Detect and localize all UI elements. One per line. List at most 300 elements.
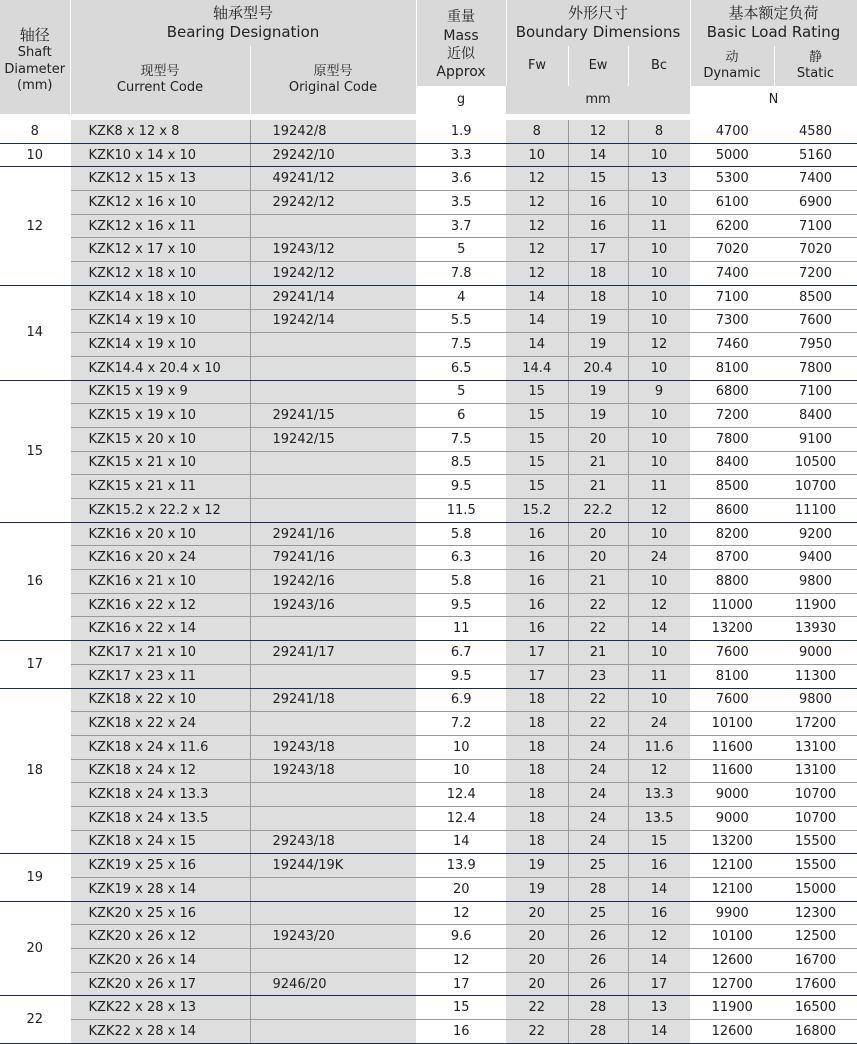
dynamic-load-cell: 8200 [690,522,774,546]
table-row [0,783,857,807]
fw-cell: 15 [506,475,568,499]
designation-header [70,0,416,46]
original-code-cell [250,996,416,1020]
dynamic-load-cell: 8100 [690,664,774,688]
ew-cell: 18 [568,262,628,286]
table-row [0,285,857,309]
mass-cell: 9.5 [416,475,506,499]
bc-cell: 16 [628,854,690,878]
dynamic-load-cell: 13200 [690,830,774,854]
mass-cell: 11.5 [416,499,506,523]
current-code-cell: KZK14 x 19 x 10 [70,333,250,357]
fw-cell: 16 [506,570,568,594]
static-load-cell: 12300 [774,901,857,925]
dynamic-load-cell: 12700 [690,972,774,996]
dynamic-load-cell: 5300 [690,167,774,191]
bc-cell: 10 [628,404,690,428]
ew-cell: 26 [568,949,628,973]
bc-cell: 10 [628,641,690,665]
dynamic-load-cell: 6800 [690,380,774,404]
static-load-cell: 11300 [774,664,857,688]
ew-cell: 21 [568,451,628,475]
shaft-diameter-cell: 16 [0,522,70,640]
bc-cell: 10 [628,238,690,262]
mass-cell: 9.5 [416,664,506,688]
shaft-header-en2: Diameter [4,61,66,77]
mass-cell: 3.6 [416,167,506,191]
fw-cell: 12 [506,238,568,262]
current-code-en: Current Code [116,80,204,95]
mass-cell: 13.9 [416,854,506,878]
dynamic-load-cell: 7300 [690,309,774,333]
dynamic-header [690,46,774,86]
dimensions-header-en: Boundary Dimensions [515,23,681,41]
current-code-header [70,46,250,114]
ew-cell: 12 [568,120,628,143]
shaft-diameter-cell: 15 [0,380,70,522]
table-row [0,167,857,191]
ew-cell: 20 [568,546,628,570]
mass-cell: 7.8 [416,262,506,286]
original-code-cell [250,901,416,925]
ew-cell: 24 [568,735,628,759]
fw-cell: 19 [506,878,568,902]
current-code-cell: KZK16 x 22 x 12 [70,593,250,617]
bc-cell: 11 [628,664,690,688]
table-row [0,878,857,902]
original-code-en: Original Code [288,80,378,95]
bc-cell: 10 [628,309,690,333]
static-load-cell: 9100 [774,427,857,451]
original-code-header [250,46,416,114]
fw-cell: 19 [506,854,568,878]
mass-cell: 6 [416,404,506,428]
fw-cell: 22 [506,1020,568,1044]
table-row [0,901,857,925]
mass-cell: 3.5 [416,191,506,215]
mass-cell: 3.3 [416,143,506,167]
ew-cell: 17 [568,238,628,262]
original-code-cell [250,617,416,641]
original-code-cell [250,380,416,404]
table-header [0,0,857,120]
dynamic-load-cell: 12100 [690,878,774,902]
static-load-cell: 11100 [774,499,857,523]
fw-cell: 18 [506,830,568,854]
table-row [0,806,857,830]
original-code-cell: 19242/8 [250,120,416,143]
ew-cell: 24 [568,783,628,807]
shaft-header-unit: (mm) [17,77,53,93]
static-load-cell: 10700 [774,806,857,830]
bc-cell: 8 [628,120,690,143]
fw-cell: 17 [506,641,568,665]
dynamic-load-cell: 7460 [690,333,774,357]
table-row [0,593,857,617]
table-row [0,404,857,428]
load-rating-header [690,0,857,46]
mass-cell: 17 [416,972,506,996]
table-row [0,120,857,143]
mass-cell: 12 [416,949,506,973]
table-row [0,214,857,238]
ew-cell: 26 [568,972,628,996]
ew-cell: 23 [568,664,628,688]
static-load-cell: 12500 [774,925,857,949]
shaft-diameter-header [0,0,70,114]
dynamic-load-cell: 7400 [690,262,774,286]
current-code-cell: KZK18 x 24 x 13.5 [70,806,250,830]
bc-cell: 10 [628,688,690,712]
table-row [0,688,857,712]
original-code-cell [250,451,416,475]
original-code-cell: 19242/16 [250,570,416,594]
dynamic-load-cell: 8100 [690,356,774,380]
bc-cell: 10 [628,427,690,451]
ew-cell: 24 [568,759,628,783]
shaft-diameter-cell: 12 [0,167,70,285]
table-row [0,641,857,665]
bc-cell: 12 [628,333,690,357]
ew-cell: 22 [568,617,628,641]
fw-cell: 15 [506,427,568,451]
bc-cell: 12 [628,925,690,949]
current-code-cell: KZK12 x 15 x 13 [70,167,250,191]
mass-cell: 20 [416,878,506,902]
dynamic-load-cell: 8400 [690,451,774,475]
table-row [0,309,857,333]
bc-cell: 16 [628,901,690,925]
static-en: Static [796,66,835,81]
static-load-cell: 5160 [774,143,857,167]
ew-cell: 16 [568,214,628,238]
table-row [0,712,857,736]
mass-cell: 5.5 [416,309,506,333]
original-code-cell [250,806,416,830]
original-code-cell: 19243/20 [250,925,416,949]
dynamic-load-cell: 9000 [690,806,774,830]
mass-cell: 12 [416,901,506,925]
current-code-cell: KZK15 x 20 x 10 [70,427,250,451]
current-code-cell: KZK16 x 20 x 10 [70,522,250,546]
shaft-diameter-cell: 22 [0,996,70,1043]
static-load-cell: 10500 [774,451,857,475]
mass-cell: 7.5 [416,427,506,451]
dynamic-load-cell: 7800 [690,427,774,451]
fw-cell: 22 [506,996,568,1020]
dynamic-load-cell: 7100 [690,285,774,309]
ew-cell: 21 [568,475,628,499]
fw-cell: 8 [506,120,568,143]
fw-cell: 16 [506,522,568,546]
bc-cell: 11 [628,214,690,238]
ew-cell: 24 [568,806,628,830]
current-code-cell: KZK12 x 17 x 10 [70,238,250,262]
fw-cell: 14 [506,333,568,357]
table-row [0,664,857,688]
static-load-cell: 13100 [774,735,857,759]
original-code-cell [250,475,416,499]
static-load-cell: 8400 [774,404,857,428]
mass-cell: 16 [416,1020,506,1044]
dimensions-header [506,0,690,46]
fw-cell: 18 [506,806,568,830]
dynamic-load-cell: 8700 [690,546,774,570]
ew-cell: 28 [568,878,628,902]
table-row [0,380,857,404]
bc-cell: 13.3 [628,783,690,807]
dynamic-load-cell: 11000 [690,593,774,617]
static-load-cell: 4580 [774,120,857,143]
ew-cell: 19 [568,309,628,333]
dynamic-load-cell: 8500 [690,475,774,499]
ew-cell: 19 [568,380,628,404]
static-load-cell: 10700 [774,475,857,499]
current-code-cn: 现型号 [140,63,180,79]
shaft-diameter-cell: 8 [0,120,70,143]
static-load-cell: 9800 [774,570,857,594]
fw-cell: 10 [506,143,568,167]
original-code-cell [250,333,416,357]
ew-cell: 20 [568,427,628,451]
table-row [0,925,857,949]
static-load-cell: 9400 [774,546,857,570]
table-row [0,759,857,783]
dynamic-load-cell: 7020 [690,238,774,262]
static-load-cell: 17200 [774,712,857,736]
static-load-cell: 7100 [774,380,857,404]
static-load-cell: 7020 [774,238,857,262]
current-code-cell: KZK14 x 18 x 10 [70,285,250,309]
bc-cell: 10 [628,522,690,546]
static-load-cell: 13930 [774,617,857,641]
ew-header: Ew [568,46,628,86]
ew-cell: 14 [568,143,628,167]
static-load-cell: 16500 [774,996,857,1020]
shaft-diameter-cell: 14 [0,285,70,380]
bc-cell: 10 [628,285,690,309]
ew-cell: 22 [568,712,628,736]
mass-cell: 9.5 [416,593,506,617]
mass-cell: 10 [416,735,506,759]
bc-cell: 12 [628,759,690,783]
bc-cell: 14 [628,617,690,641]
table-row [0,356,857,380]
bc-cell: 10 [628,191,690,215]
fw-cell: 12 [506,191,568,215]
ew-cell: 20.4 [568,356,628,380]
ew-cell: 25 [568,901,628,925]
static-load-cell: 7950 [774,333,857,357]
table-row [0,996,857,1020]
bc-cell: 11.6 [628,735,690,759]
dynamic-cn: 动 [725,49,739,65]
original-code-cell: 29243/18 [250,830,416,854]
fw-cell: 14.4 [506,356,568,380]
table-row [0,972,857,996]
current-code-cell: KZK14.4 x 20.4 x 10 [70,356,250,380]
original-code-cn: 原型号 [313,63,353,79]
bc-cell: 15 [628,830,690,854]
load-header-cn: 基本额定负荷 [728,3,819,22]
mass-cell: 9.6 [416,925,506,949]
table-row [0,475,857,499]
original-code-cell [250,499,416,523]
static-load-cell: 11900 [774,593,857,617]
shaft-diameter-cell: 19 [0,854,70,901]
current-code-cell: KZK18 x 22 x 24 [70,712,250,736]
ew-cell: 21 [568,570,628,594]
dynamic-load-cell: 11900 [690,996,774,1020]
mass-cell: 6.3 [416,546,506,570]
fw-header: Fw [506,46,568,86]
shaft-header-en1: Shaft [17,45,52,61]
dynamic-load-cell: 13200 [690,617,774,641]
current-code-cell: KZK15 x 19 x 9 [70,380,250,404]
original-code-cell: 19242/15 [250,427,416,451]
dynamic-en: Dynamic [703,66,761,81]
static-load-cell: 6900 [774,191,857,215]
dynamic-load-cell: 7600 [690,641,774,665]
mass-cell: 15 [416,996,506,1020]
ew-cell: 21 [568,641,628,665]
ew-cell: 18 [568,285,628,309]
original-code-cell: 29242/10 [250,143,416,167]
original-code-cell [250,1020,416,1044]
fw-cell: 14 [506,285,568,309]
fw-cell: 15 [506,404,568,428]
current-code-cell: KZK12 x 16 x 10 [70,191,250,215]
fw-cell: 18 [506,759,568,783]
current-code-cell: KZK10 x 14 x 10 [70,143,250,167]
current-code-cell: KZK17 x 21 x 10 [70,641,250,665]
fw-cell: 12 [506,262,568,286]
bc-cell: 12 [628,499,690,523]
dimensions-header-cn: 外形尺寸 [567,3,628,22]
mass-cell: 12.4 [416,806,506,830]
dynamic-load-cell: 12600 [690,949,774,973]
mass-cell: 5.8 [416,570,506,594]
static-load-cell: 7800 [774,356,857,380]
fw-cell: 17 [506,664,568,688]
current-code-cell: KZK19 x 28 x 14 [70,878,250,902]
bc-header: Bc [628,46,690,86]
fw-cell: 16 [506,593,568,617]
static-load-cell: 16700 [774,949,857,973]
static-load-cell: 17600 [774,972,857,996]
original-code-cell: 29241/16 [250,522,416,546]
table-row [0,570,857,594]
ew-cell: 22 [568,593,628,617]
bc-cell: 13 [628,996,690,1020]
mass-header-en1: Mass [443,27,479,44]
ew-cell: 22 [568,688,628,712]
original-code-cell [250,949,416,973]
table-row [0,238,857,262]
load-header-en: Basic Load Rating [706,23,841,41]
static-load-cell: 8500 [774,285,857,309]
mass-cell: 6.7 [416,641,506,665]
bc-cell: 10 [628,356,690,380]
designation-header-cn: 轴承型号 [212,3,273,22]
original-code-cell: 79241/16 [250,546,416,570]
mass-header [416,0,506,86]
table-row [0,191,857,215]
fw-cell: 12 [506,167,568,191]
ew-cell: 20 [568,522,628,546]
static-load-cell: 7100 [774,214,857,238]
original-code-cell [250,664,416,688]
mass-cell: 7.5 [416,333,506,357]
current-code-cell: KZK15 x 21 x 10 [70,451,250,475]
static-load-cell: 9000 [774,641,857,665]
fw-cell: 14 [506,309,568,333]
fw-cell: 18 [506,688,568,712]
mass-cell: 5.8 [416,522,506,546]
bc-cell: 9 [628,380,690,404]
bc-cell: 14 [628,1020,690,1044]
ew-cell: 19 [568,404,628,428]
current-code-cell: KZK18 x 24 x 13.3 [70,783,250,807]
shaft-diameter-cell: 18 [0,688,70,854]
bc-cell: 24 [628,546,690,570]
ew-cell: 19 [568,333,628,357]
fw-cell: 20 [506,972,568,996]
bc-cell: 10 [628,262,690,286]
current-code-cell: KZK20 x 26 x 12 [70,925,250,949]
table-row [0,546,857,570]
table-row [0,854,857,878]
current-code-cell: KZK18 x 24 x 12 [70,759,250,783]
static-load-cell: 15500 [774,830,857,854]
current-code-cell: KZK14 x 19 x 10 [70,309,250,333]
current-code-cell: KZK18 x 24 x 11.6 [70,735,250,759]
shaft-diameter-cell: 20 [0,901,70,996]
static-load-cell: 7200 [774,262,857,286]
bc-cell: 11 [628,475,690,499]
table-row [0,617,857,641]
bc-cell: 10 [628,451,690,475]
table-row [0,522,857,546]
dynamic-load-cell: 8600 [690,499,774,523]
dynamic-load-cell: 6100 [690,191,774,215]
mass-cell: 6.9 [416,688,506,712]
current-code-cell: KZK20 x 26 x 14 [70,949,250,973]
mass-cell: 10 [416,759,506,783]
ew-cell: 26 [568,925,628,949]
bc-cell: 24 [628,712,690,736]
dynamic-load-cell: 9000 [690,783,774,807]
current-code-cell: KZK18 x 22 x 10 [70,688,250,712]
table-row [0,735,857,759]
mass-header-cn2: 近似 [447,46,475,62]
static-cn: 静 [808,49,822,65]
ew-cell: 28 [568,1020,628,1044]
original-code-cell: 19242/14 [250,309,416,333]
dynamic-load-cell: 11600 [690,735,774,759]
fw-cell: 20 [506,901,568,925]
mass-cell: 4 [416,285,506,309]
bc-cell: 14 [628,949,690,973]
current-code-cell: KZK12 x 18 x 10 [70,262,250,286]
current-code-cell: KZK15 x 19 x 10 [70,404,250,428]
fw-cell: 15 [506,451,568,475]
dynamic-load-cell: 4700 [690,120,774,143]
mass-cell: 1.9 [416,120,506,143]
fw-cell: 18 [506,783,568,807]
current-code-cell: KZK17 x 23 x 11 [70,664,250,688]
bc-cell: 13.5 [628,806,690,830]
